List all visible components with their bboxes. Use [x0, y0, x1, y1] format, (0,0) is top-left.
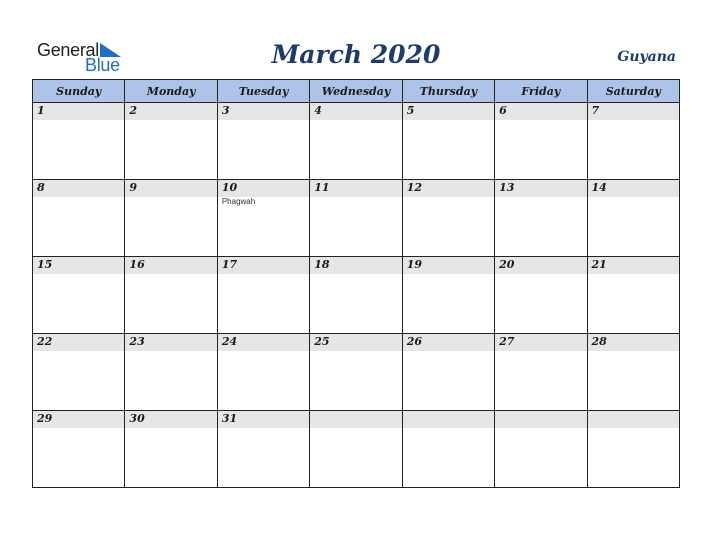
- day-cell: [587, 103, 679, 180]
- day-number: 4: [314, 104, 322, 117]
- day-number-bar: [218, 103, 309, 120]
- day-number: 19: [406, 258, 422, 271]
- calendar: [32, 79, 680, 485]
- day-cell: [587, 411, 679, 488]
- day-cell: [217, 334, 309, 411]
- day-number: 24: [221, 335, 238, 348]
- day-number-bar: [125, 257, 216, 274]
- day-number: 10: [221, 181, 238, 194]
- day-number: 11: [314, 181, 330, 194]
- day-number: 23: [129, 335, 145, 348]
- day-number: 27: [499, 335, 515, 348]
- day-number-bar: [218, 411, 309, 428]
- weekday-saturday: Saturday: [587, 80, 679, 103]
- day-number-bar: [33, 103, 124, 120]
- day-cell: [402, 257, 494, 334]
- day-cell: [217, 257, 309, 334]
- day-cell: [310, 334, 402, 411]
- day-number-bar: [218, 180, 309, 197]
- day-number-bar: [310, 180, 401, 197]
- day-number-bar: [310, 411, 401, 428]
- week-row: [33, 334, 680, 411]
- day-cell: [402, 103, 494, 180]
- week-row: [33, 257, 680, 334]
- day-number-bar: [33, 257, 124, 274]
- calendar-grid: [32, 79, 680, 488]
- day-number-bar: [495, 180, 586, 197]
- page-title: March 2020: [271, 40, 441, 69]
- day-cell: [310, 180, 402, 257]
- day-number-bar: [588, 334, 679, 351]
- week-row: [33, 180, 680, 257]
- day-cell: [495, 180, 587, 257]
- day-cell: [125, 257, 217, 334]
- day-number: 3: [221, 104, 230, 117]
- day-cell: [33, 103, 125, 180]
- day-cell: [495, 103, 587, 180]
- weekday-header-row: [33, 80, 680, 103]
- day-number-bar: [403, 411, 494, 428]
- day-cell: [33, 180, 125, 257]
- day-number: 7: [591, 104, 600, 117]
- logo-text-blue: Blue: [85, 55, 120, 75]
- day-number: 17: [221, 258, 238, 271]
- day-number-bar: [403, 334, 494, 351]
- week-row: [33, 103, 680, 180]
- day-number: 5: [406, 104, 415, 117]
- weekday-wednesday: Wednesday: [310, 80, 402, 103]
- weekday-friday: Friday: [495, 80, 587, 103]
- day-cell: [125, 103, 217, 180]
- day-number-bar: [588, 257, 679, 274]
- day-number: 1: [37, 104, 45, 117]
- day-cell: [217, 103, 309, 180]
- day-cell: [495, 257, 587, 334]
- day-number-bar: [588, 411, 679, 428]
- day-number-bar: [310, 334, 401, 351]
- day-number-bar: [310, 257, 401, 274]
- day-cell: [310, 411, 402, 488]
- day-cell: [310, 257, 402, 334]
- day-number: 25: [314, 335, 330, 348]
- weekday-sunday: Sunday: [33, 80, 125, 103]
- day-cell: [587, 334, 679, 411]
- day-number-bar: [218, 334, 309, 351]
- day-cell: [33, 334, 125, 411]
- day-cell: [402, 180, 494, 257]
- day-number: 21: [591, 258, 607, 271]
- country-label: Guyana: [617, 49, 676, 65]
- day-number: 26: [406, 335, 422, 348]
- day-number: 15: [37, 258, 53, 271]
- day-cell: [310, 103, 402, 180]
- weekday-monday: Monday: [125, 80, 217, 103]
- day-cell: [217, 180, 309, 257]
- day-number-bar: [125, 411, 216, 428]
- day-number-bar: [403, 257, 494, 274]
- day-number-bar: [33, 180, 124, 197]
- day-number: 2: [129, 104, 138, 117]
- day-cell: [33, 411, 125, 488]
- weekday-tuesday: Tuesday: [217, 80, 309, 103]
- day-number: 6: [499, 104, 507, 117]
- day-cell: [217, 411, 309, 488]
- holiday-label: Phagwah: [221, 197, 256, 206]
- day-number: 29: [37, 412, 53, 425]
- day-number: 22: [37, 335, 53, 348]
- week-row: [33, 411, 680, 488]
- day-cell: [495, 411, 587, 488]
- day-number: 9: [129, 181, 138, 194]
- day-number-bar: [33, 411, 124, 428]
- day-cell: [33, 257, 125, 334]
- day-number: 16: [129, 258, 145, 271]
- day-cell: [125, 411, 217, 488]
- day-cell: [402, 411, 494, 488]
- day-number: 8: [37, 181, 45, 194]
- day-cell: [125, 180, 217, 257]
- day-number-bar: [495, 103, 586, 120]
- day-number: 20: [499, 258, 515, 271]
- day-number: 18: [314, 258, 330, 271]
- day-number-bar: [588, 103, 679, 120]
- day-number-bar: [588, 180, 679, 197]
- day-cell: [402, 334, 494, 411]
- logo-text-general: General: [37, 40, 99, 60]
- day-number: 13: [499, 181, 515, 194]
- day-number-bar: [33, 334, 124, 351]
- weekday-thursday: Thursday: [402, 80, 494, 103]
- day-number-bar: [495, 257, 586, 274]
- day-number: 31: [221, 412, 238, 425]
- day-number-bar: [125, 103, 216, 120]
- day-number-bar: [125, 334, 216, 351]
- day-cell: [587, 257, 679, 334]
- day-cell: [495, 334, 587, 411]
- day-number-bar: [403, 180, 494, 197]
- day-number-bar: [218, 257, 309, 274]
- day-number: 28: [591, 335, 607, 348]
- day-number-bar: [125, 180, 216, 197]
- day-number-bar: [495, 411, 586, 428]
- day-number: 14: [591, 181, 607, 194]
- day-number-bar: [403, 103, 494, 120]
- day-cell: [587, 180, 679, 257]
- day-cell: [125, 334, 217, 411]
- day-number: 30: [129, 412, 145, 425]
- day-number-bar: [495, 334, 586, 351]
- day-number-bar: [310, 103, 401, 120]
- day-number: 12: [406, 181, 422, 194]
